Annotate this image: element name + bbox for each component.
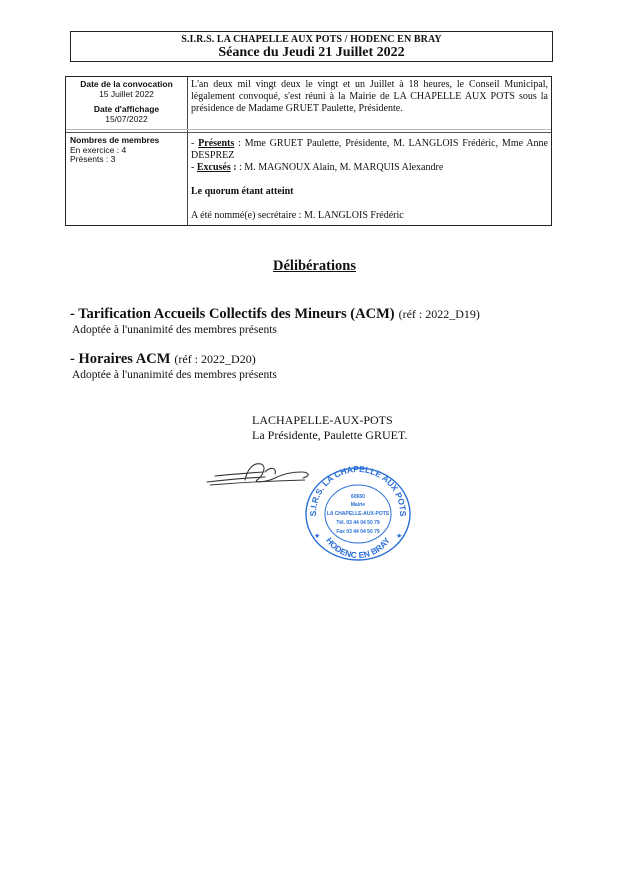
- deliberation-item: [70, 305, 480, 336]
- presents-line: - Présents : Mme GRUET Paulette, Présidente, M. LANGLOIS Frédéric, Mme Anne DESPREZ: [191, 138, 548, 161]
- deliberations-title: Délibérations: [273, 258, 356, 274]
- header-org: S.I.R.S. LA CHAPELLE AUX POTS / HODENC EN BRAY: [181, 34, 442, 45]
- members-label: Nombres de membres: [70, 135, 160, 145]
- en-exercice: En exercice : 4: [70, 144, 127, 155]
- star-icon: ★: [314, 532, 321, 540]
- members-cell: [70, 136, 186, 165]
- attendance-cell: [191, 138, 548, 222]
- header-box: [70, 31, 553, 62]
- convocation-label: Date de la convocation: [80, 79, 173, 89]
- stamp-line-tel: Tél. 03 44 04 50 79: [336, 520, 380, 526]
- table-divider-horizontal: [66, 132, 551, 133]
- session-title: Séance du Jeudi 21 Juillet 2022: [218, 45, 405, 60]
- affichage-date: 15/07/2022: [105, 114, 148, 124]
- stamp-line-fax: Fax 03 44 04 50 79: [336, 529, 380, 535]
- quorum-text: Le quorum étant atteint: [191, 186, 294, 197]
- presents-count: Présents : 3: [70, 154, 116, 164]
- deliberation-ref: (réf : 2022_D19): [398, 307, 480, 321]
- excuses-text: : M. MAGNOUX Alain, M. MARQUIS Alexandre: [236, 162, 444, 173]
- info-table: [65, 76, 552, 226]
- stamp-line-town: LA CHAPELLE-AUX-POTS: [326, 511, 390, 517]
- deliberation-ref: (réf : 2022_D20): [174, 352, 256, 366]
- stamp-bottom-text: HODENC EN BRAY: [324, 535, 392, 561]
- table-divider-light: [66, 129, 551, 130]
- excuses-line: - Excusés : : M. MAGNOUX Alain, M. MARQUIS Alexandre: [191, 162, 444, 173]
- deliberation-item: [70, 350, 277, 381]
- deliberation-status: Adoptée à l'unanimité des membres présents: [72, 369, 277, 381]
- stamp-line-postcode: 60650: [351, 494, 365, 500]
- stamp-line-mairie: Mairie: [350, 502, 366, 508]
- presents-text: : Mme GRUET Paulette, Présidente, M. LANGLOIS Frédéric, Mme Anne DESPREZ: [191, 138, 548, 161]
- deliberation-title: - Horaires ACM: [70, 351, 171, 367]
- excuses-label: Excusés: [196, 162, 231, 173]
- convocation-date: 15 Juillet 2022: [99, 89, 154, 99]
- stamp-top-text: S.I.R.S. LA CHAPELLE AUX POTS: [307, 463, 409, 517]
- secretaire-text: A été nommé(e) secrétaire : M. LANGLOIS Frédéric: [191, 210, 404, 221]
- intro-cell: [191, 79, 548, 115]
- intro-text: L'an deux mil vingt deux le vingt et un Juillet à 18 heures, le Conseil Municipal, légalement convoqué, s'est réuni à la Mairie de LA CHAPELLE AUX POTS sous la présidence de Madame GRUET Paulette, Présidente.: [191, 79, 548, 114]
- table-divider-vertical: [187, 77, 188, 225]
- deliberation-title: - Tarification Accueils Collectifs des Mineurs (ACM): [70, 306, 395, 322]
- affichage-label: Date d'affichage: [93, 104, 160, 114]
- presents-label: Présents: [198, 138, 235, 149]
- signature-block: [252, 413, 407, 443]
- signature-president: La Présidente, Paulette GRUET.: [252, 428, 408, 442]
- official-stamp: [302, 462, 414, 562]
- dates-cell: [66, 79, 187, 124]
- star-icon: ★: [396, 532, 403, 540]
- deliberation-status: Adoptée à l'unanimité des membres présents: [72, 324, 277, 336]
- signature-place: LACHAPELLE-AUX-POTS: [252, 413, 393, 427]
